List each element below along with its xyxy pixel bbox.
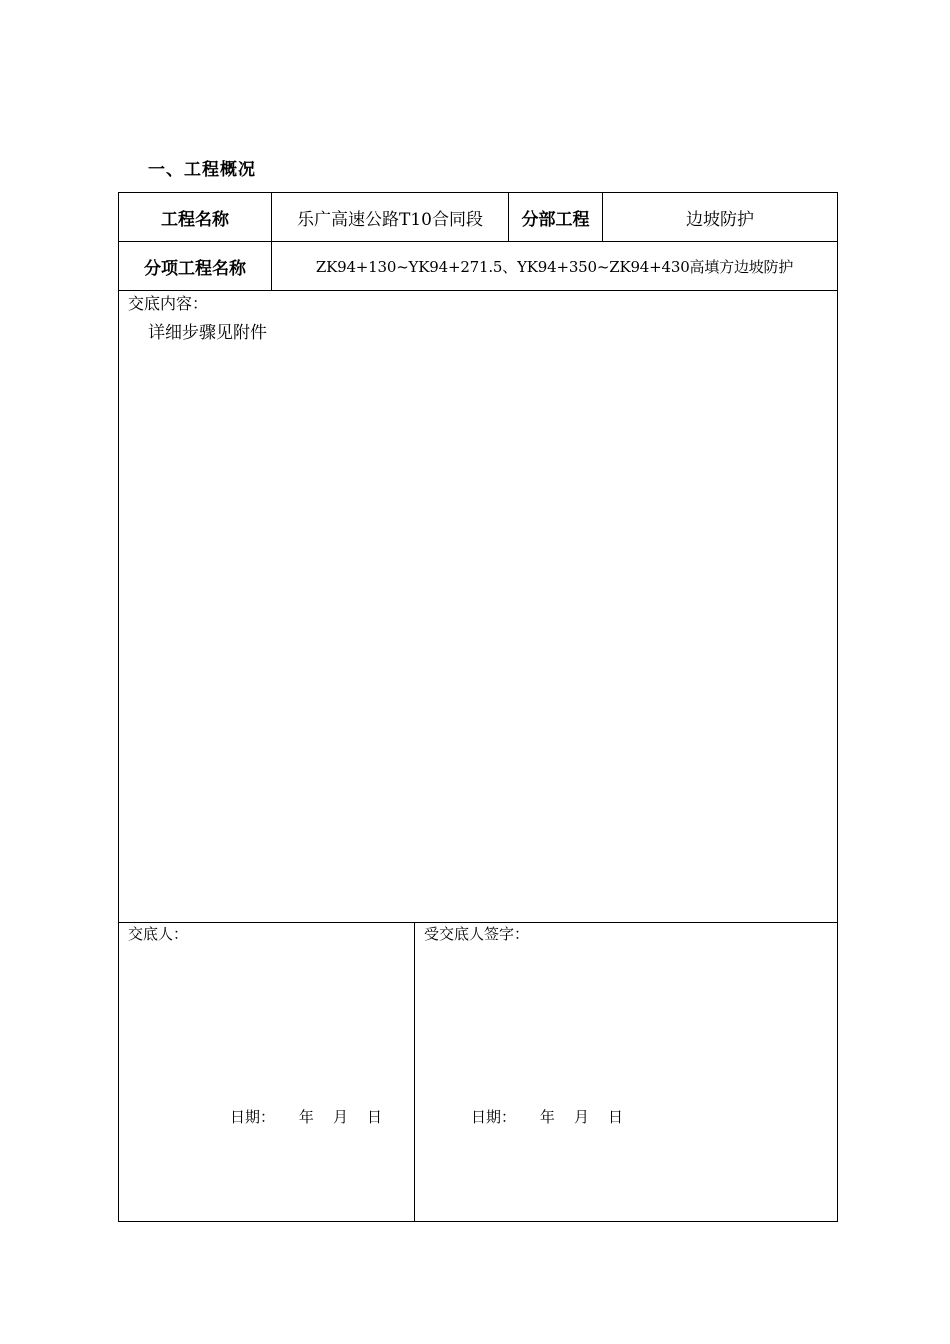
content-cell (119, 291, 838, 923)
subitem-row (119, 242, 838, 291)
receiver-label: 受交底人签字： (424, 925, 530, 943)
content-row (119, 291, 838, 923)
division-value: 边坡防护 (603, 193, 838, 242)
subitem-value: ZK94+130~YK94+271.5、YK94+350~ZK94+430高填方边坡防护 (272, 242, 838, 291)
discloser-cell (119, 923, 415, 1222)
division-label: 分部工程 (509, 193, 603, 242)
receiver-date (471, 1106, 623, 1127)
day-label: 日 (367, 1108, 383, 1126)
date-label: 日期： (471, 1108, 517, 1126)
signature-row (119, 923, 838, 1222)
day-label: 日 (608, 1108, 624, 1126)
date-label: 日期： (230, 1108, 276, 1126)
discloser-label: 交底人： (128, 925, 189, 943)
discloser-date (230, 1106, 382, 1127)
project-name-value: 乐广高速公路T10合同段 (272, 193, 509, 242)
disclosure-form-table (118, 192, 838, 1222)
month-label: 月 (332, 1108, 348, 1126)
section-title: 一、工程概况 (148, 160, 256, 180)
content-label: 交底内容： (128, 294, 209, 313)
project-name-label: 工程名称 (119, 193, 272, 242)
project-row (119, 193, 838, 242)
content-text: 详细步骤见附件 (148, 323, 267, 343)
year-label: 年 (298, 1108, 314, 1126)
month-label: 月 (573, 1108, 589, 1126)
receiver-cell (415, 923, 838, 1222)
year-label: 年 (539, 1108, 555, 1126)
subitem-label: 分项工程名称 (119, 242, 272, 291)
